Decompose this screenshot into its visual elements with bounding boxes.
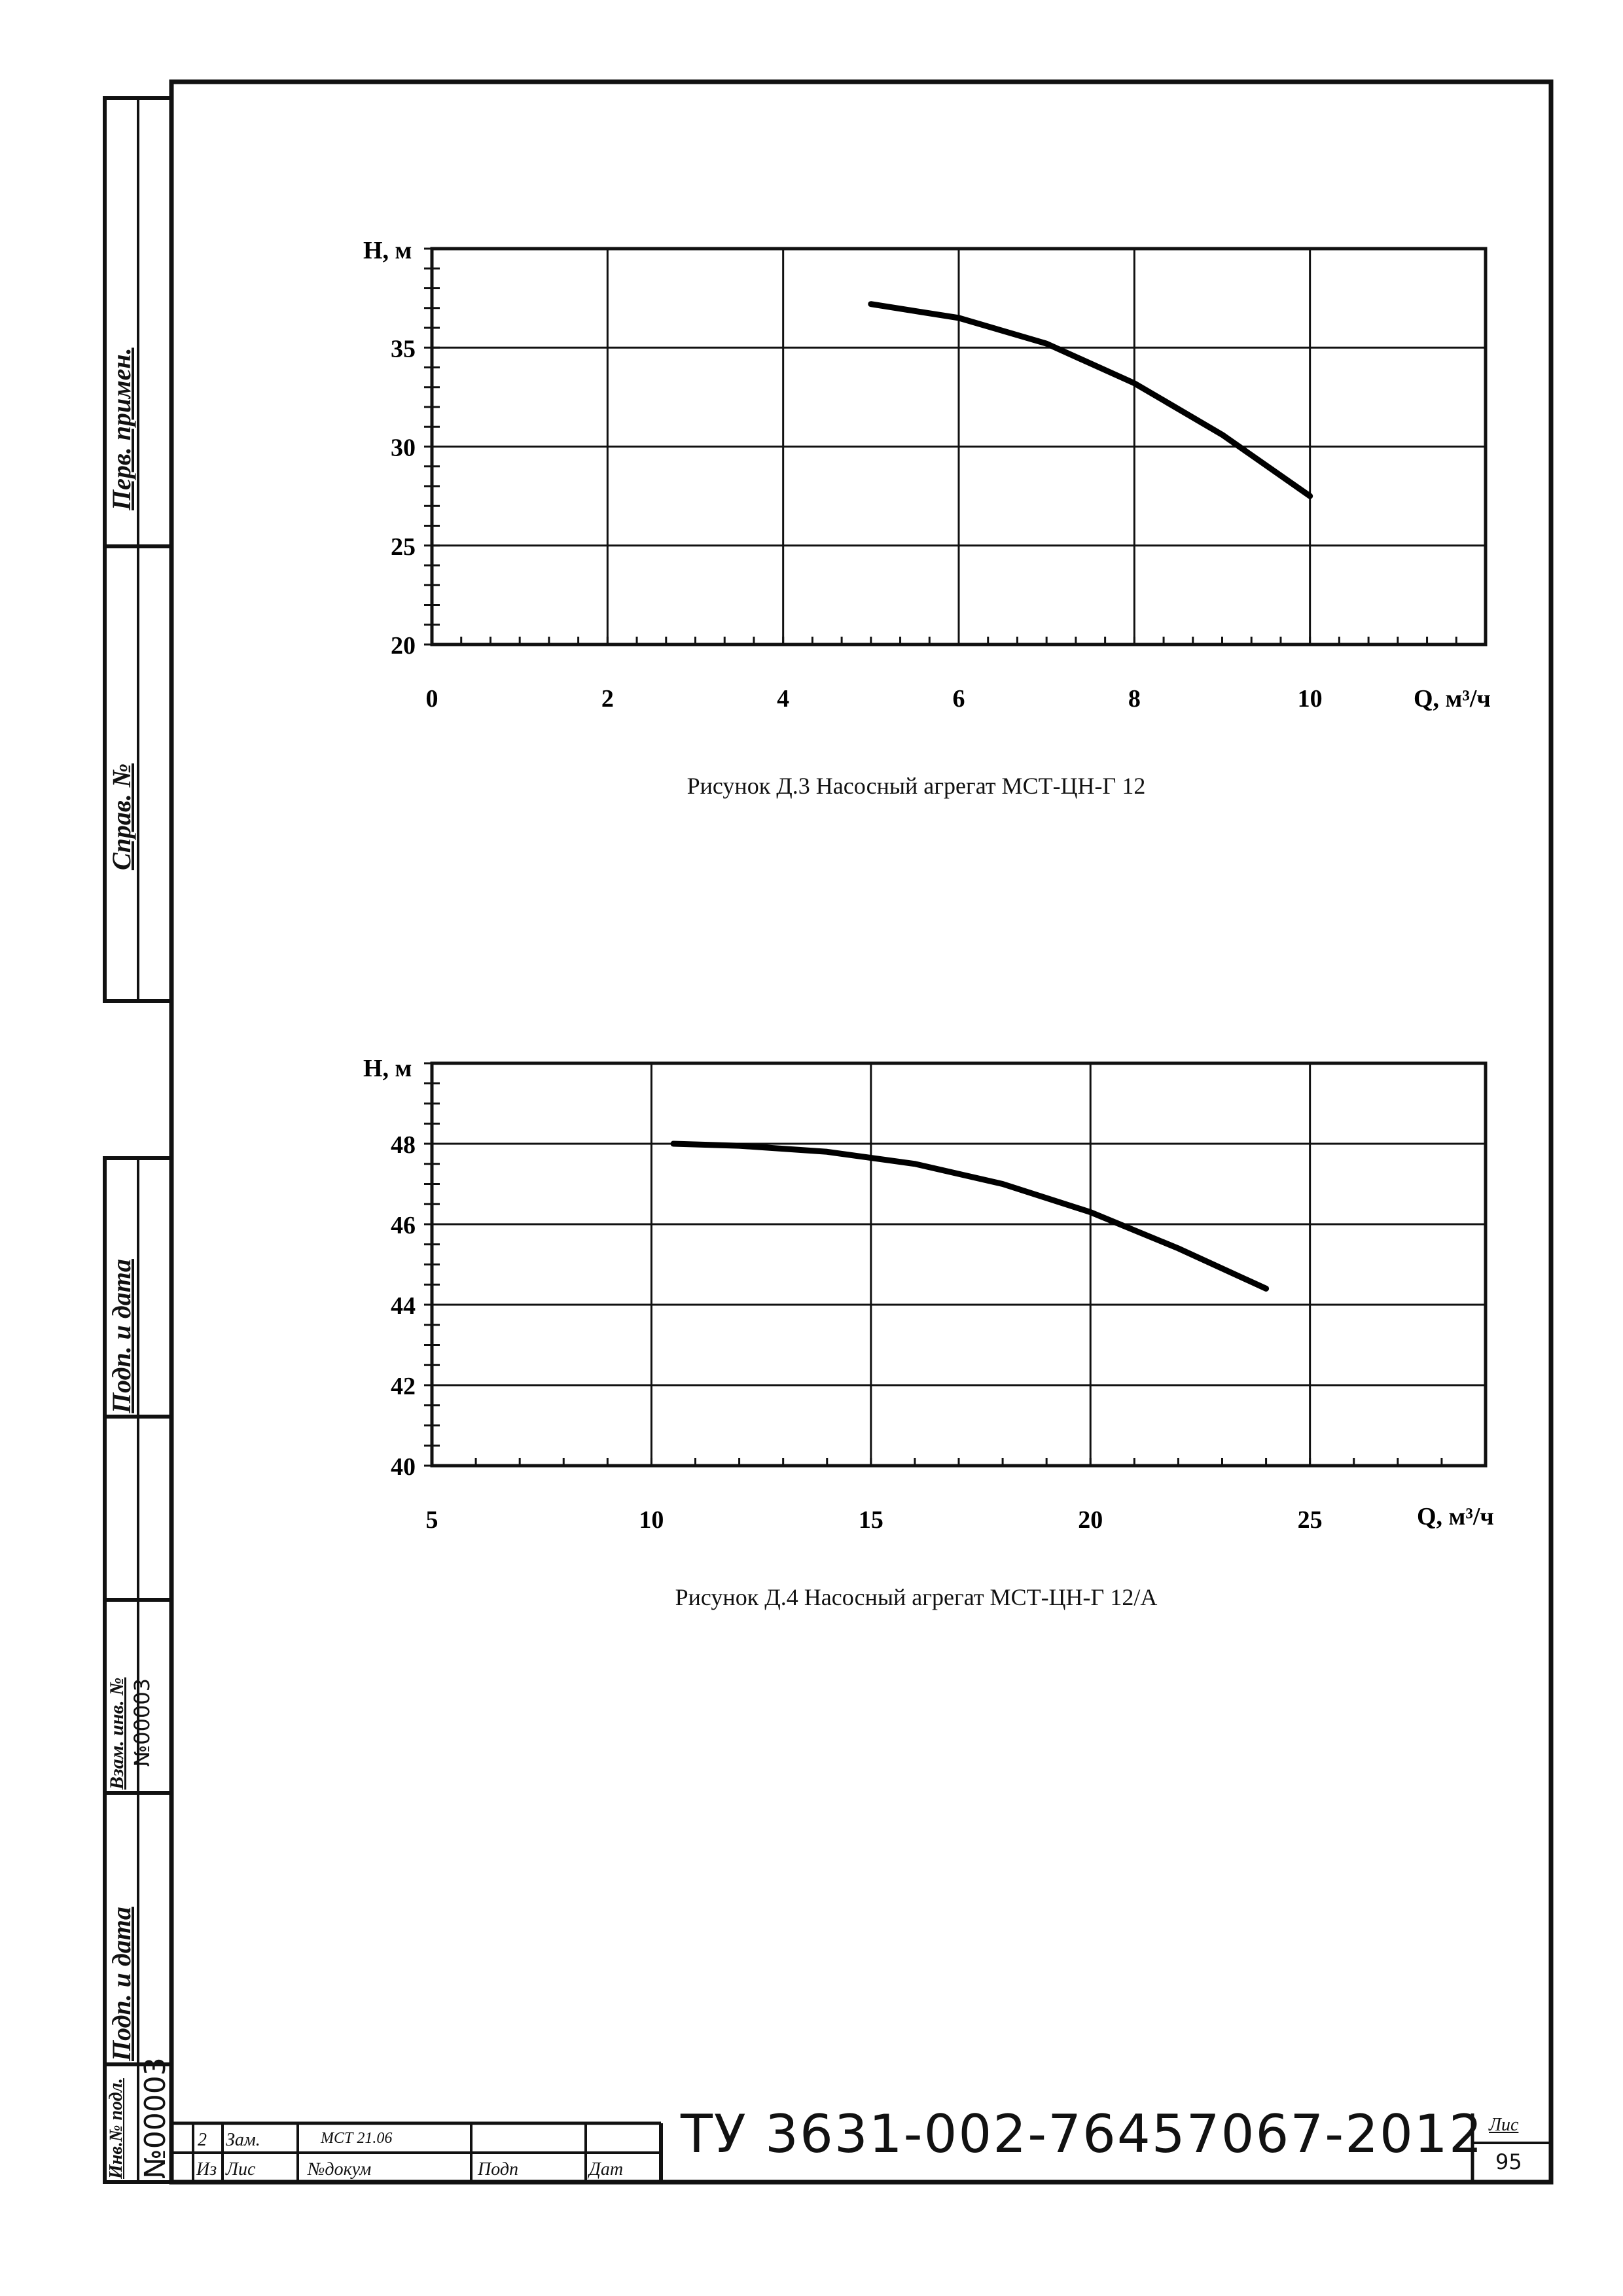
chart-2-plot-area [432, 1063, 1486, 1466]
inv-podl-label: Инв.№ подл. [106, 2078, 126, 2179]
chart-1-caption: Рисунок Д.3 Насосный агрегат МСТ-ЦН-Г 12 [687, 773, 1146, 799]
change-izm: 2 [198, 2130, 207, 2150]
chart-2-grid [432, 1063, 1486, 1466]
document-code: ТУ 3631-002-76457067-2012 [681, 2104, 1484, 2164]
header-list: Лис [226, 2159, 256, 2180]
header-izm: Из [196, 2159, 217, 2180]
chart-2-ytick-label: 42 [391, 1373, 416, 1400]
chart-1-series [871, 304, 1310, 496]
chart-2-ytick-label: 48 [391, 1131, 416, 1159]
chart-2-ytick-label: 40 [391, 1453, 416, 1481]
chart-1-xtick-label: 6 [952, 685, 965, 713]
vzam-inv-value: №00003 [130, 1678, 154, 1767]
header-date: Дат [589, 2159, 624, 2180]
chart-2-xtick-label: 10 [639, 1506, 664, 1534]
change-list: Зам. [226, 2130, 260, 2150]
chart-2-ylabel: Н, м [363, 1055, 412, 1082]
sprav-no-label: Справ. № [107, 763, 136, 870]
chart-1-xlabel: Q, м³/ч [1414, 685, 1491, 713]
chart-1-xtick-label: 0 [425, 685, 438, 713]
vzam-inv-label: Взам. инв. № [106, 1677, 128, 1790]
chart-1 [363, 237, 1491, 713]
podp-data-label-1: Подп. и дата [107, 1259, 136, 1413]
header-sign: Подп [478, 2159, 519, 2180]
change-doc: МСТ 21.06 [321, 2130, 393, 2147]
chart-2-caption: Рисунок Д.4 Насосный агрегат МСТ-ЦН-Г 12/А [675, 1584, 1158, 1610]
chart-1-tick-labels [391, 335, 1323, 713]
sheet-number: 95 [1495, 2149, 1522, 2174]
chart-1-xtick-label: 8 [1128, 685, 1141, 713]
chart-2-xtick-label: 15 [858, 1506, 883, 1534]
chart-2-series [673, 1144, 1266, 1288]
chart-2-series-line [673, 1144, 1266, 1288]
chart-1-xtick-label: 10 [1297, 685, 1323, 713]
chart-1-ytick-label: 20 [391, 632, 416, 660]
chart-1-ytick-label: 25 [391, 533, 416, 561]
chart-2-xtick-label: 25 [1297, 1506, 1323, 1534]
inv-podl-value: №00003 [139, 2057, 172, 2179]
chart-2-ticks [424, 1063, 1486, 1466]
chart-2-xtick-label: 20 [1078, 1506, 1103, 1534]
sheet-frame [171, 82, 1551, 2182]
podp-data-label-2: Подп. и дата [107, 1907, 136, 2061]
chart-2-xlabel: Q, м³/ч [1417, 1503, 1494, 1530]
chart-1-series-line [871, 304, 1310, 496]
chart-2-ytick-label: 44 [391, 1292, 416, 1320]
chart-1-grid [432, 249, 1486, 645]
chart-2-xtick-label: 5 [425, 1506, 438, 1534]
chart-1-xtick-label: 2 [601, 685, 614, 713]
chart-2-tick-labels [391, 1131, 1323, 1534]
perv-primen-label: Перв. примен. [107, 347, 136, 510]
chart-1-ytick-label: 30 [391, 434, 416, 462]
sheet-label: Лис [1489, 2115, 1519, 2135]
chart-1-xtick-label: 4 [777, 685, 790, 713]
chart-2-ytick-label: 46 [391, 1212, 416, 1239]
chart-1-ytick-label: 35 [391, 335, 416, 363]
header-doc: №докум [308, 2159, 372, 2180]
chart-1-ylabel: Н, м [363, 237, 412, 264]
chart-2 [363, 1055, 1494, 1534]
